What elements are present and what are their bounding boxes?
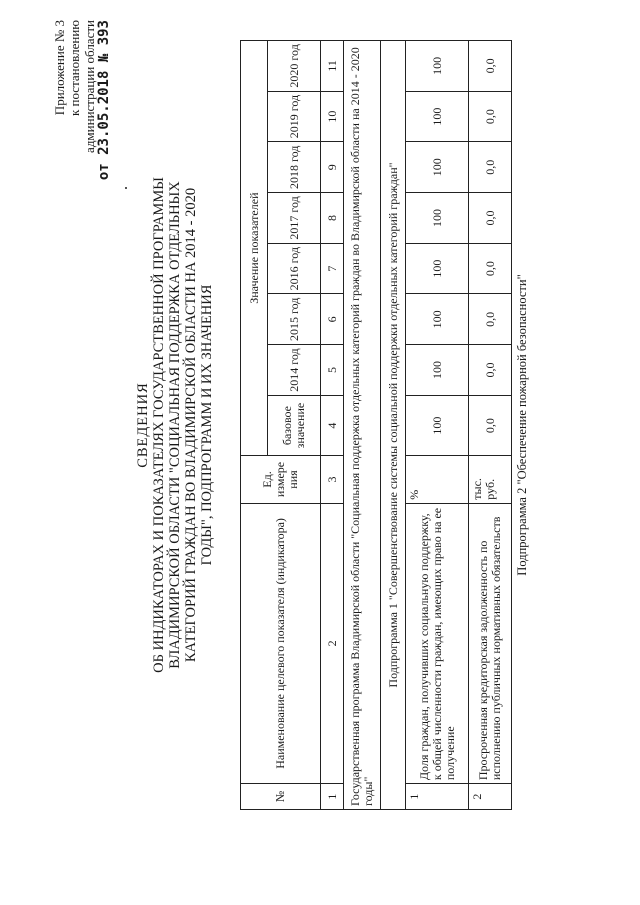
column-number: 1 <box>321 784 344 810</box>
header-base: базовое значение <box>268 395 321 455</box>
appendix-date: от 23.05.2018 № 393 <box>96 20 112 181</box>
row-value: 100 <box>406 395 469 455</box>
row-num: 2 <box>469 784 512 810</box>
header-values-group: Значение показателей <box>241 41 268 456</box>
row-value: 0,0 <box>469 193 512 244</box>
table-row <box>469 41 512 810</box>
row-unit: тыс. руб. <box>469 456 512 503</box>
column-number: 4 <box>321 395 344 455</box>
row-value: 100 <box>406 193 469 244</box>
header-name: Наименование целевого показателя (индикатора) <box>241 503 321 783</box>
title-heading: СВЕДЕНИЯ <box>135 382 151 468</box>
row-value: 0,0 <box>469 91 512 142</box>
header-unit: Ед. измере ния <box>241 456 321 503</box>
row-num: 1 <box>406 784 469 810</box>
subprogram-1-title: Подпрограмма 1 "Совершенствование системы социальной поддержки отдельных категорий граждан" <box>381 41 406 810</box>
column-number: 7 <box>321 243 344 294</box>
appendix-line-3: администрации области <box>82 20 97 153</box>
row-indicator-name: Просроченная кредиторская задолженность по исполнению публичных нормативных обязательств <box>469 503 512 783</box>
column-number: 11 <box>321 41 344 92</box>
row-value: 0,0 <box>469 243 512 294</box>
row-unit: % <box>406 456 469 503</box>
row-value: 0,0 <box>469 345 512 396</box>
row-value: 100 <box>406 294 469 345</box>
header-year: 2015 год <box>268 294 321 345</box>
row-value: 0,0 <box>469 395 512 455</box>
subprogram-1-row <box>381 41 406 810</box>
column-number: 2 <box>321 503 344 783</box>
title-line-1: ОБ ИНДИКАТОРАХ И ПОКАЗАТЕЛЯХ ГОСУДАРСТВЕННОЙ ПРОГРАММЫ <box>151 177 167 673</box>
document-title <box>135 145 215 705</box>
header-year: 2019 год <box>268 91 321 142</box>
header-year: 2018 год <box>268 142 321 193</box>
table-row <box>406 41 469 810</box>
header-num: № <box>241 784 321 810</box>
column-number-row <box>321 41 344 810</box>
column-number: 6 <box>321 294 344 345</box>
header-row-1 <box>241 41 268 810</box>
title-line-2: ВЛАДИМИРСКОЙ ОБЛАСТИ "СОЦИАЛЬНАЯ ПОДДЕРЖКА ОТДЕЛЬНЫХ <box>167 181 183 669</box>
header-year: 2017 год <box>268 193 321 244</box>
header-year: 2014 год <box>268 345 321 396</box>
row-value: 100 <box>406 142 469 193</box>
subprogram-2-title: Подпрограмма 2 "Обеспечение пожарной безопасности" <box>515 274 529 576</box>
program-row <box>344 41 381 810</box>
program-title: Государственная программа Владимирской области "Социальная поддержка отдельных категорий граждан во Владимирской области на 2014 - 2020 годы" <box>344 41 381 810</box>
row-value: 100 <box>406 41 469 92</box>
scan-speck <box>125 187 127 189</box>
column-number: 10 <box>321 91 344 142</box>
row-indicator-name: Доля граждан, получивших социальную поддержку, к общей численности граждан, имеющих право на ее получение <box>406 503 469 783</box>
header-year: 2020 год <box>268 41 321 92</box>
column-number: 3 <box>321 456 344 503</box>
appendix-line-2: к постановлению <box>67 20 82 117</box>
appendix-note <box>52 20 112 180</box>
row-value: 100 <box>406 243 469 294</box>
row-value: 0,0 <box>469 41 512 92</box>
column-number: 5 <box>321 345 344 396</box>
column-number: 8 <box>321 193 344 244</box>
row-value: 0,0 <box>469 294 512 345</box>
appendix-line-1: Приложение № 3 <box>52 20 67 116</box>
row-value: 0,0 <box>469 142 512 193</box>
title-line-3: КАТЕГОРИЙ ГРАЖДАН ВО ВЛАДИМИРСКОЙ ОБЛАСТИ НА 2014 - 2020 <box>183 187 199 663</box>
indicators-table <box>240 40 512 810</box>
row-value: 100 <box>406 91 469 142</box>
title-line-4: ГОДЫ", ПОДПРОГРАММ И ИХ ЗНАЧЕНИЯ <box>199 284 215 566</box>
row-value: 100 <box>406 345 469 396</box>
header-year: 2016 год <box>268 243 321 294</box>
column-number: 9 <box>321 142 344 193</box>
